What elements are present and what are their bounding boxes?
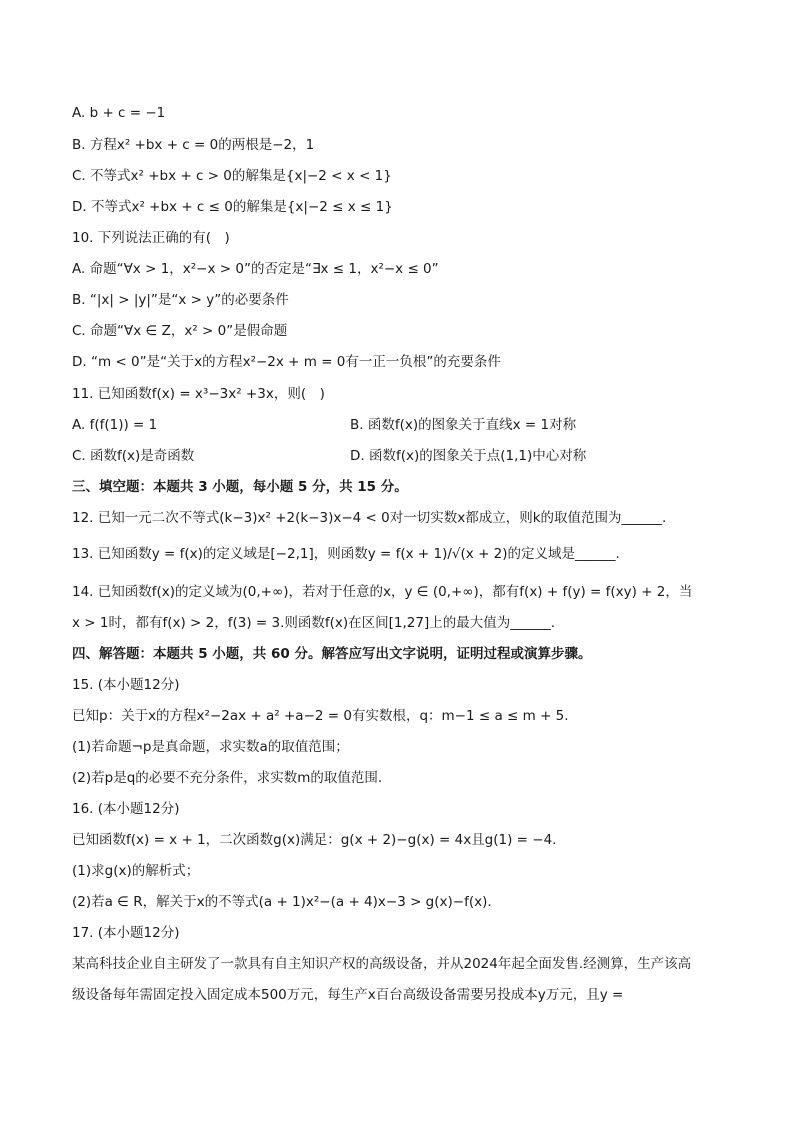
option-10d: D. “m < 0”是“关于x的方程x²−2x + m = 0有一正一负根”的充要条件 [72, 354, 501, 370]
option-11c: C. 函数f(x)是奇函数 [72, 448, 195, 464]
question-11: 11. 已知函数f(x) = x³−3x² +3x，则( ) [72, 386, 325, 402]
option-11a: A. f(f(1)) = 1 [72, 417, 158, 433]
question-16-part2: (2)若a ∈ R，解关于x的不等式(a + 1)x²−(a + 4)x−3 > g(x)−f(x). [72, 894, 492, 910]
question-16-stem: 已知函数f(x) = x + 1，二次函数g(x)满足：g(x + 2)−g(x) = 4x且g(1) = −4. [72, 832, 557, 848]
question-13: 13. 已知函数y = f(x)的定义域是[−2,1]，则函数y = f(x + 1)/√(x + 2)的定义域是______. [72, 546, 620, 562]
section-answer-heading: 四、解答题：本题共 5 小题，共 60 分。解答应写出文字说明，证明过程或演算步骤。 [72, 646, 592, 662]
question-14-line1: 14. 已知函数f(x)的定义域为(0,+∞)，若对于任意的x，y ∈ (0,+∞)，都有f(x) + f(y) = f(xy) + 2，当 [72, 584, 693, 600]
option-9b: B. 方程x² +bx + c = 0的两根是−2，1 [72, 137, 315, 153]
option-9c: C. 不等式x² +bx + c > 0的解集是{x|−2 < x < 1} [72, 168, 392, 184]
question-15-part2: (2)若p是q的必要不充分条件，求实数m的取值范围. [72, 770, 383, 786]
question-12: 12. 已知一元二次不等式(k−3)x² +2(k−3)x−4 < 0对一切实数x都成立，则k的取值范围为______. [72, 510, 667, 526]
question-10: 10. 下列说法正确的有( ) [72, 230, 230, 246]
option-10a: A. 命题“∀x > 1，x²−x > 0”的否定是“∃x ≤ 1，x²−x ≤ 0” [72, 261, 439, 277]
question-17-title: 17. (本小题12分) [72, 925, 180, 941]
question-17-stem-line2: 级设备每年需固定投入固定成本500万元，每生产x百台高级设备需要另投成本y万元，且y = [72, 987, 624, 1003]
option-9a: A. b + c = −1 [72, 105, 166, 121]
option-11d: D. 函数f(x)的图象关于点(1,1)中心对称 [350, 448, 587, 464]
question-15-part1: (1)若命题¬p是真命题，求实数a的取值范围； [72, 739, 349, 755]
section-fill-in-heading: 三、填空题：本题共 3 小题，每小题 5 分，共 15 分。 [72, 479, 408, 495]
option-10b: B. “|x| > |y|”是“x > y”的必要条件 [72, 292, 289, 308]
question-15-stem: 已知p：关于x的方程x²−2ax + a² +a−2 = 0有实数根，q：m−1 ≤ a ≤ m + 5. [72, 708, 569, 724]
question-16-part1: (1)求g(x)的解析式； [72, 863, 200, 879]
question-14-line2: x > 1时，都有f(x) > 2，f(3) = 3.则函数f(x)在区间[1,27]上的最大值为______. [72, 615, 556, 631]
option-9d: D. 不等式x² +bx + c ≤ 0的解集是{x|−2 ≤ x ≤ 1} [72, 199, 393, 215]
question-15-title: 15. (本小题12分) [72, 677, 180, 693]
option-11b: B. 函数f(x)的图象关于直线x = 1对称 [350, 417, 577, 433]
question-16-title: 16. (本小题12分) [72, 801, 180, 817]
question-17-stem-line1: 某高科技企业自主研发了一款具有自主知识产权的高级设备，并从2024年起全面发售.经测算，生产该高 [72, 956, 692, 972]
option-10c: C. 命题“∀x ∈ Z，x² > 0”是假命题 [72, 323, 288, 339]
